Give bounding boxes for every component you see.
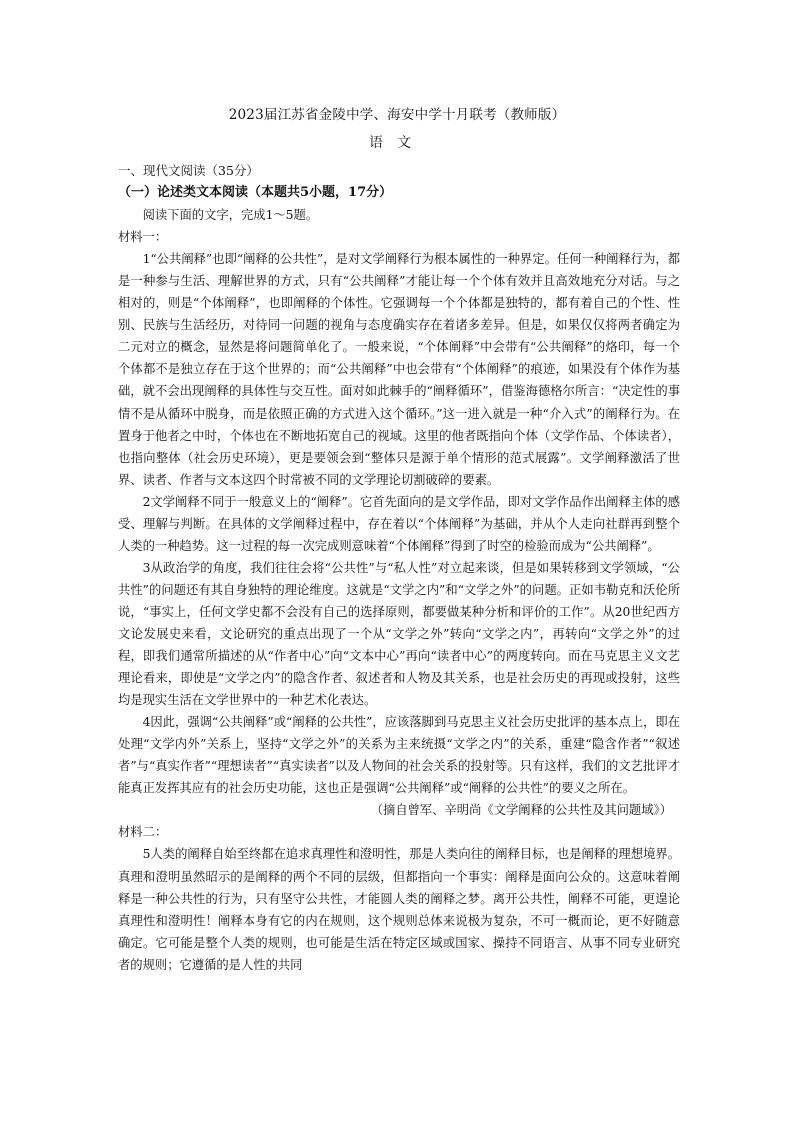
subsection-heading: （一）论述类文本阅读（本题共5小题，17分）: [118, 185, 393, 201]
document-body: [118, 160, 680, 976]
material-one-label: 材料一：: [118, 230, 168, 245]
paragraph-1: 1“公共阐释”也即“阐释的公共性”，是对文学阐释行为根本属性的一种界定。任何一种阐释行为，都是一种参与生活、理解世界的方式，只有“公共阐释”才能让每一个个体有效并且高效地充分对话。与之相对的，则是“个体阐释”，也即阐释的个体性。它强调每一个个体都是独特的，都有着自己的个性、性别、民族与生活经历，对待同一问题的视角与态度确实存在着诸多差异。但是，如果仅仅将两者确定为二元对立的概念，显然是将问题简单化了。一般来说，“个体阐释”中会带有“公共阐释”的烙印，每一个个体都不是独立存在于这个世界的；而“公共阐释”中也会带有“个体阐释”的痕迹，如果没有个体作为基础，就不会出现阐释的具体性与交互性。面对如此棘手的“阐释循环”，借鉴海德格尔所言：“决定性的事情不是从循环中脱身，而是依照正确的方式进入这个循环。”这一进入就是一种“介入式”的阐释行为。在置身于他者之中时，个体也在不断地拓宽自己的视域。这里的他者既指向个体（文学作品、个体读者），也指向整体（社会历史环境），更是要领会到“整体只是源于单个情形的范式展露”。文学阐释激活了世界、读者、作者与文本这四个时常被不同的文学理论切割破碎的要素。: [118, 252, 680, 487]
instruction-text: 阅读下面的文字，完成1～5题。: [142, 208, 319, 223]
subject-heading: 语文: [369, 135, 425, 151]
section-heading: 一、现代文阅读（35分）: [118, 163, 259, 178]
paragraph-2: 2文学阐释不同于一般意义上的“阐释”。它首先面向的是文学作品，即对文学作品作出阐释主体的感受、理解与判断。在具体的文学阐释过程中，存在着以“个体阐释”为基础，并从个人走向社群再到整个人类的一种趋势。这一过程的每一次完成则意味着“个体阐释”得到了时空的检验而成为“公共阐释”。: [118, 494, 680, 553]
paragraph-5: 5人类的阐释自始至终都在追求真理性和澄明性，那是人类向往的阐释目标，也是阐释的理想境界。真理和澄明虽然昭示的是阐释的两个不同的层级，但都指向一个事实：阐释是面向公众的。这意味着阐释是一种公共性的行为，只有坚守公共性，才能圆人类的阐释之梦。离开公共性，阐释不可能，更遑论真理性和澄明性！阐释本身有它的内在规则，这个规则总体来说极为复杂，不可一概而论，更不好随意确定。它可能是整个人类的规则，也可能是生活在特定区域或国家、操持不同语言、从事不同专业研究者的规则；它遵循的是人性的共同: [118, 847, 680, 972]
source-citation: （摘自曾军、辛明尚《文学阐释的公共性及其问题域》）: [370, 803, 672, 818]
paragraph-3: 3从政治学的角度，我们往往会将“公共性”与“私人性”对立起来谈，但是如果转移到文学领域，“公共性”的问题还有其自身独特的理论维度。这就是“文学之内”和“文学之外”的问题。正如韦勒克和沃伦所说，“事实上，任何文学史都不会没有自己的选择原则，都要做某种分析和评价的工作”。从20世纪西方文论发展史来看，文论研究的重点出现了一个从“文学之外”转向“文学之内”，再转向“文学之外”的过程，即我们通常所描述的从“作者中心”向“文本中心”再向“读者中心”的两度转向。而在马克思主义文艺理论看来，即使是“文学之内”的隐含作者、叙述者和人物及其关系，也是社会历史的再现或投射，这些均是现实生活在文学世界中的一种艺术化表达。: [118, 560, 680, 708]
paragraph-4: 4因此，强调“公共阐释”或“阐释的公共性”，应该落脚到马克思主义社会历史批评的基本点上，即在处理“文学内外”关系上，坚持“文学之外”的关系为主来统摄“文学之内”的关系，重建“隐含作者”“叙述者”与“真实作者”“理想读者”“真实读者”以及人物间的社会关系的投射等。只有这样，我们的文艺批评才能真正发挥其应有的社会历史功能，这也正是强调“公共阐释”或“阐释的公共性”的要义之所在。: [118, 715, 680, 796]
document-title: 2023届江苏省金陵中学、海安中学十月联考（教师版）: [228, 107, 566, 123]
material-two-label: 材料二：: [118, 825, 168, 840]
